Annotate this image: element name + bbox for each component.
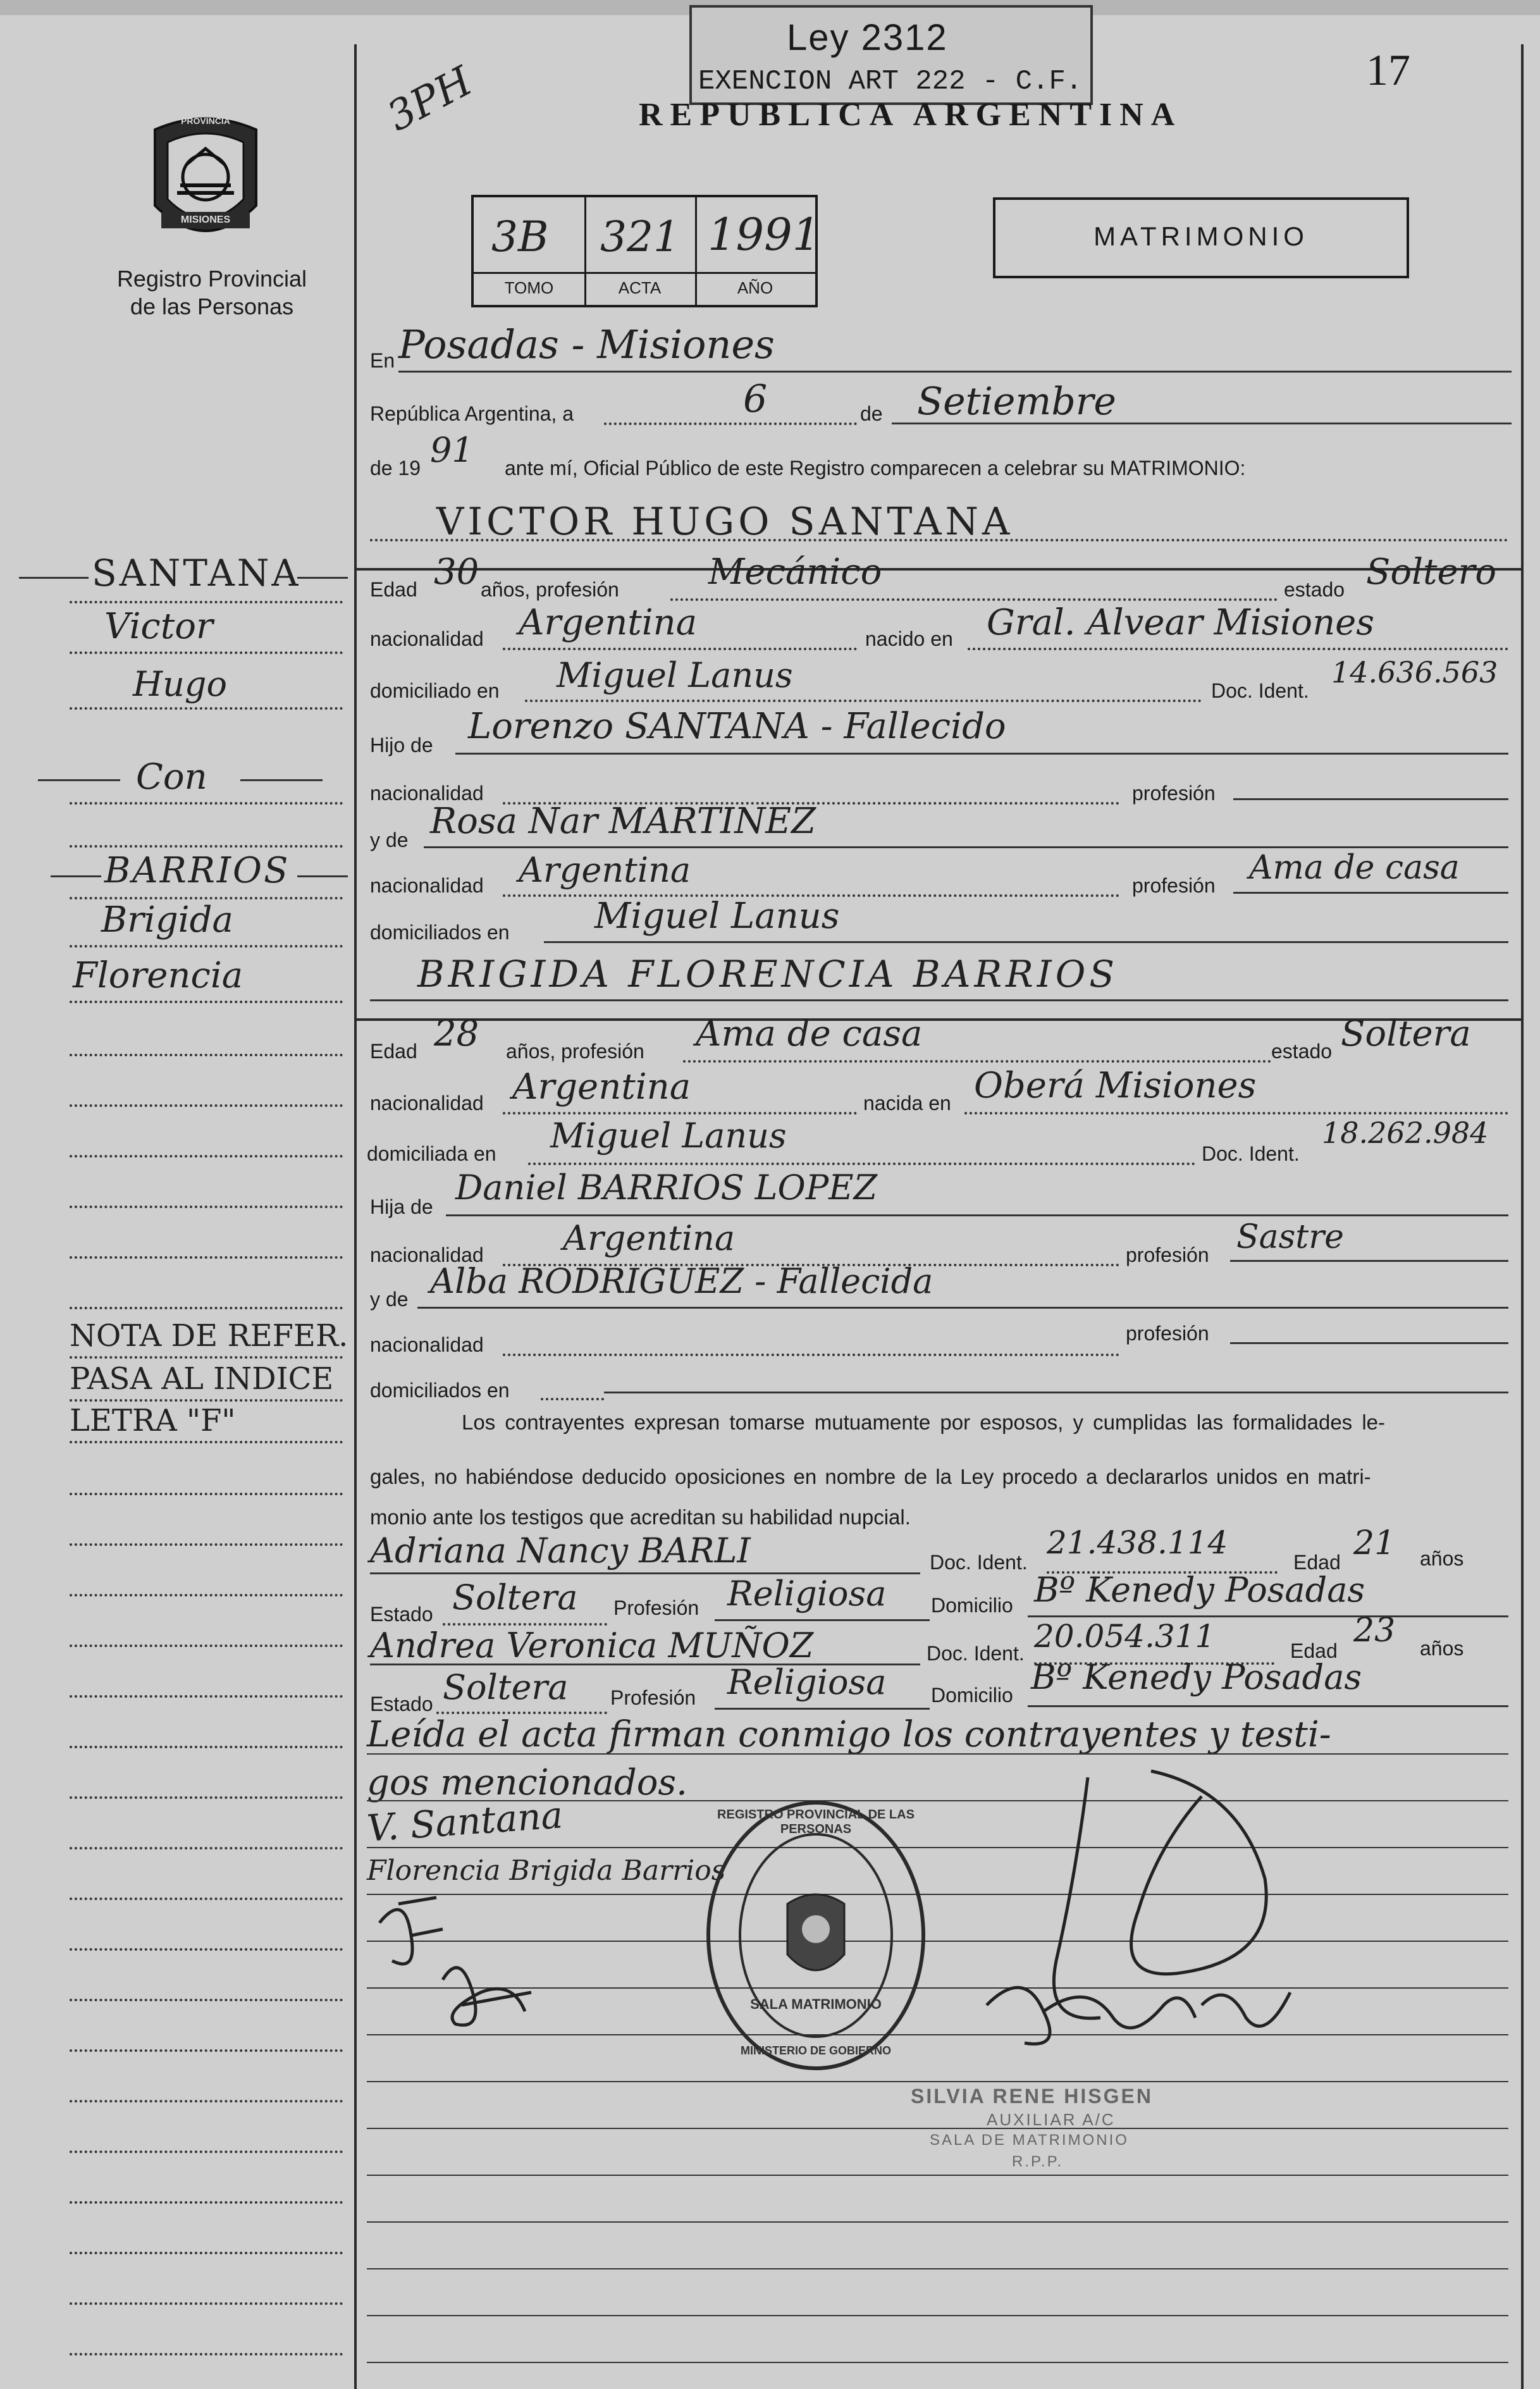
margin-rule [70,2353,343,2355]
bride-father-line [446,1214,1508,1216]
witness-2-profession: Religiosa [727,1662,887,1702]
margin-rule [70,601,343,603]
intro-text: ante mí, Oficial Público de este Registro comparecen a celebrar su MATRIMONIO: [505,457,1246,479]
groom-mother-nac-label: nacionalidad [370,874,484,897]
bride-mother-prof-line [1230,1342,1508,1344]
margin-rule [70,1594,343,1596]
margin-rule [70,2201,343,2204]
ruled-line [367,2221,1508,2223]
year-suffix: 91 [430,430,474,470]
groom-nationality-line [503,648,857,650]
ley-stamp [689,5,1093,105]
bride-birthplace-line [964,1112,1508,1114]
groom-nacido-label: nacido en [865,627,953,650]
witness-2-domicilio-label: Domicilio [931,1684,1013,1707]
ruled-line [367,2268,1508,2269]
main-left-border [354,44,357,2389]
witness-1-doc-label: Doc. Ident. [930,1551,1028,1574]
groom-doc: 14.636.563 [1331,655,1498,689]
groom-yde-label: y de [370,829,409,851]
ruled-line [367,1753,1508,1755]
groom-mother-line [424,846,1508,848]
bride-father-prof-line [1230,1260,1508,1262]
witness-2-anos-label: años [1420,1637,1464,1660]
groom-edad-label: Edad [370,578,417,601]
margin-surname1: SANTANA [92,552,301,595]
groom-father-prof-label: profesión [1132,782,1216,805]
groom-mother-nationality: Argentina [519,850,691,890]
margin-given2b: Florencia [73,955,243,996]
registry-seal [702,1796,930,2075]
witness-1-domicilio-label: Domicilio [931,1594,1013,1617]
margin-rule [70,1543,343,1546]
groom-name: VICTOR HUGO SANTANA [436,500,1014,544]
witness-2-address-line [1028,1705,1508,1707]
groom-parents-dom-line [544,941,1508,943]
seal-inner-text: SALA MATRIMONIO [750,1996,882,2012]
ruled-line [367,2175,1508,2176]
officer-role1: AUXILIAR A/C [987,2110,1116,2129]
witness-1-address: Bº Kenedy Posadas [1034,1570,1365,1610]
witness-2-doc-label: Doc. Ident. [927,1642,1025,1665]
witness-1-prof-line [715,1619,930,1621]
acta-label: ACTA [618,278,662,297]
groom-mother-profession: Ama de casa [1249,849,1460,887]
margin-rule [70,1695,343,1698]
margin-given1a: Victor [104,606,213,647]
margin-rule [70,2151,343,2153]
margin-rule [70,1155,343,1157]
officer-signature-drawing [949,1752,1328,2081]
de-label: de [860,402,883,425]
province-emblem [142,111,269,250]
bride-profession-line [683,1060,1271,1063]
margin-rule [70,2252,343,2254]
witness-2-edad-label: Edad [1290,1639,1338,1662]
witness-2-doc: 20.054.311 [1034,1618,1216,1655]
page-number: 17 [1366,46,1410,95]
bride-status: Soltera [1341,1013,1471,1054]
margin-note3: LETRA "F" [70,1403,236,1438]
witness-1-edad-label: Edad [1293,1551,1341,1574]
bride-name-line [370,999,1508,1001]
margin-rule [70,1307,343,1309]
margin-surname2-dash-left [51,875,101,877]
exencion-stamp: EXENCION ART 222 - C.F. [698,66,1083,97]
groom-address-line [525,700,1202,702]
margin-rule [70,707,343,710]
groom-top-rule [354,568,1521,571]
margin-surname1-dash-left [19,577,89,579]
bride-mother-nac-label: nacionalidad [370,1333,484,1356]
groom-doc-label: Doc. Ident. [1211,679,1309,702]
emblem-shield-icon [142,111,269,250]
bride-address: Miguel Lanus [550,1116,787,1156]
bride-father-prof-label: profesión [1126,1244,1209,1266]
groom-birthplace-line [968,648,1508,650]
margin-rule [70,1898,343,1900]
month-line [892,423,1512,424]
groom-mother-prof-line [1233,892,1508,894]
de19-label: de 19 [370,457,421,479]
bride-birthplace: Oberá Misiones [974,1065,1257,1106]
record-box-divider [474,272,815,274]
margin-rule [70,1999,343,2001]
day-line [604,423,857,425]
margin-rule [70,2049,343,2052]
groom-parents-dom-label: domiciliados en [370,921,510,944]
margin-given1b: Hugo [133,664,227,704]
declaration-line1: Los contrayentes expresan tomarse mutuamente por esposos, y cumplidas las formalidades le- [462,1411,1386,1434]
groom-father-line [455,753,1508,755]
witness-2-status: Soltera [443,1667,569,1707]
en-label: En [370,349,395,372]
margin-rule [70,1493,343,1495]
witness-1-prof-label: Profesión [613,1596,699,1619]
bride-doc-label: Doc. Ident. [1202,1142,1300,1165]
registry-line1: Registro Provincial [116,266,307,292]
groom-nac-label: nacionalidad [370,627,484,650]
bride-father-profession: Sastre [1236,1218,1344,1256]
declaration-line3: monio ante los testigos que acreditan su habilidad nupcial. [370,1505,911,1529]
declaration-line2: gales, no habiéndose deducido oposiciones en nombre de la Ley procedo a declararlos unidos en matri- [370,1465,1371,1488]
bride-father-nac-label: nacionalidad [370,1244,484,1266]
witness-2-address: Bº Kenedy Posadas [1031,1657,1362,1697]
groom-profession: Mecánico [708,552,882,593]
bride-parents-dom-label: domiciliados en [370,1379,510,1402]
groom-hijo-label: Hijo de [370,734,433,756]
anio-label: AÑO [737,278,773,297]
witness-1-status: Soltera [452,1577,578,1617]
republic-title: REPUBLICA ARGENTINA [639,97,1183,133]
margin-rule [70,1847,343,1849]
bride-anos-prof-label: años, profesión [506,1040,644,1063]
seal-ring-text: REGISTRO PROVINCIAL DE LAS PERSONAS [717,1808,915,1836]
groom-age: 30 [434,552,479,593]
bride-parents-dom-line-a [541,1398,604,1400]
bride-address-line [528,1163,1195,1165]
bride-name: BRIGIDA FLORENCIA BARRIOS [417,953,1118,996]
emblem-bottom-text: MISIONES [180,214,231,225]
groom-anos-prof-label: años, profesión [481,578,619,601]
groom-father-nac-label: nacionalidad [370,782,484,805]
bride-hija-label: Hija de [370,1195,433,1218]
groom-dom-label: domiciliado en [370,679,500,702]
groom-profession-line [670,598,1278,601]
witness-2-name: Andrea Veronica MUÑOZ [370,1626,814,1665]
bride-mother: Alba RODRIGUEZ - Fallecida [430,1261,933,1301]
officer-role3: R.P.P. [1012,2153,1064,2170]
margin-rule [70,1356,343,1359]
seal-ring-icon [702,1796,930,2075]
month-value: Setiembre [917,380,1116,424]
corner-note: 3PH [379,58,480,141]
witness-2-estado-label: Estado [370,1693,433,1715]
witness-1-estado-label: Estado [370,1603,433,1626]
registry-line2: de las Personas [130,293,294,319]
margin-rule [70,1054,343,1056]
margin-rule [70,2302,343,2305]
ruled-line [367,2315,1508,2316]
republica-label: República Argentina, a [370,402,574,425]
witness-1-profession: Religiosa [727,1574,887,1614]
groom-estado-label: estado [1284,578,1345,601]
seal-lower-text: MINISTERIO DE GOBIERNO [740,2044,892,2057]
margin-connector: Con [136,756,207,798]
witness-1-doc: 21.438.114 [1047,1524,1228,1561]
margin-rule [70,1796,343,1799]
groom-address: Miguel Lanus [557,655,793,695]
bride-yde-label: y de [370,1288,409,1311]
groom-status: Soltero [1366,552,1497,593]
witness-signatures-drawing [367,1885,576,2062]
groom-birthplace: Gral. Alvear Misiones [987,602,1375,643]
ley-stamp-title: Ley 2312 [787,17,948,58]
groom-parents-address: Miguel Lanus [594,896,840,937]
tomo-value: 3B [491,213,549,261]
bride-dom-label: domiciliada en [367,1142,496,1165]
groom-signature: V. Santana [366,1793,565,1850]
groom-mother: Rosa Nar MARTINEZ [430,801,816,842]
officer-role2: SALA DE MATRIMONIO [930,2132,1129,2149]
officer-name: SILVIA RENE HISGEN [911,2085,1153,2108]
city-line [398,371,1512,373]
bride-nacida-label: nacida en [863,1092,951,1114]
ruled-line [367,1847,1508,1848]
margin-rule [70,1746,343,1748]
groom-father: Lorenzo SANTANA - Fallecido [468,706,1006,747]
groom-father-prof-line [1233,798,1508,800]
bride-nationality: Argentina [512,1066,691,1108]
bride-age: 28 [434,1013,479,1054]
witness-2-prof-line [715,1708,930,1710]
day-value: 6 [743,377,768,421]
margin-rule [70,1001,343,1003]
margin-rule [70,1948,343,1951]
witness-2-age: 23 [1353,1612,1396,1650]
margin-rule [70,1645,343,1647]
bride-estado-label: estado [1271,1040,1333,1063]
bride-signature: Florencia Brigida Barrios [367,1855,726,1887]
doc-type-title: MATRIMONIO [1093,221,1309,251]
margin-rule [70,1256,343,1259]
ruled-line [367,2081,1508,2082]
witness-1-age: 21 [1353,1524,1396,1562]
bride-mother-line [417,1307,1508,1309]
main-right-border [1521,44,1524,2389]
margin-rule [70,845,343,848]
city-value: Posadas - Misiones [398,321,775,367]
witness-2-prof-label: Profesión [610,1686,696,1709]
doc-type-box [993,197,1409,278]
margin-surname2: BARRIOS [104,850,290,891]
witness-1-name: Adriana Nancy BARLI [370,1531,751,1571]
anio-value: 1991 [708,209,821,261]
groom-nationality: Argentina [519,602,698,643]
margin-rule [70,1441,343,1443]
margin-surname2-dash-right [297,875,348,877]
witness-1-anos-label: años [1420,1547,1464,1570]
acta-value: 321 [600,213,680,261]
record-number-box [471,195,821,307]
bride-nac-label: nacionalidad [370,1092,484,1114]
bride-doc: 18.262.984 [1322,1116,1489,1150]
ruled-line [367,2128,1508,2129]
ruled-line [367,2362,1508,2363]
bride-father-nationality: Argentina [563,1218,736,1258]
margin-connector-dash-right [240,779,323,781]
bride-parents-dom-line [604,1392,1508,1393]
closing-line2: gos mencionados. [367,1762,687,1803]
margin-note2: PASA AL INDICE [70,1361,334,1397]
bride-mother-nac-line [503,1354,1119,1356]
closing-line1: Leída el acta firman conmigo los contrayentes y testi- [367,1714,1331,1755]
margin-surname1-dash-right [297,577,348,579]
witness-1-address-line [1028,1615,1508,1617]
bride-father: Daniel BARRIOS LOPEZ [455,1168,878,1207]
bride-profession: Ama de casa [696,1013,923,1054]
margin-rule [70,2100,343,2102]
margin-rule [70,651,343,654]
groom-mother-prof-label: profesión [1132,874,1216,897]
margin-rule [70,945,343,948]
groom-name-line [370,539,1508,541]
bride-edad-label: Edad [370,1040,417,1063]
margin-rule [70,802,343,805]
tomo-label: TOMO [504,278,554,297]
bride-mother-prof-label: profesión [1126,1322,1209,1345]
margin-note1: NOTA DE REFER. [70,1318,348,1354]
margin-connector-dash-left [38,779,120,781]
margin-rule [70,1206,343,1208]
bride-nationality-line [503,1112,857,1114]
margin-rule [70,1104,343,1107]
margin-given2a: Brigida [101,899,233,941]
emblem-top-text: PROVINCIA [181,116,230,126]
margin-rule [70,1399,343,1402]
